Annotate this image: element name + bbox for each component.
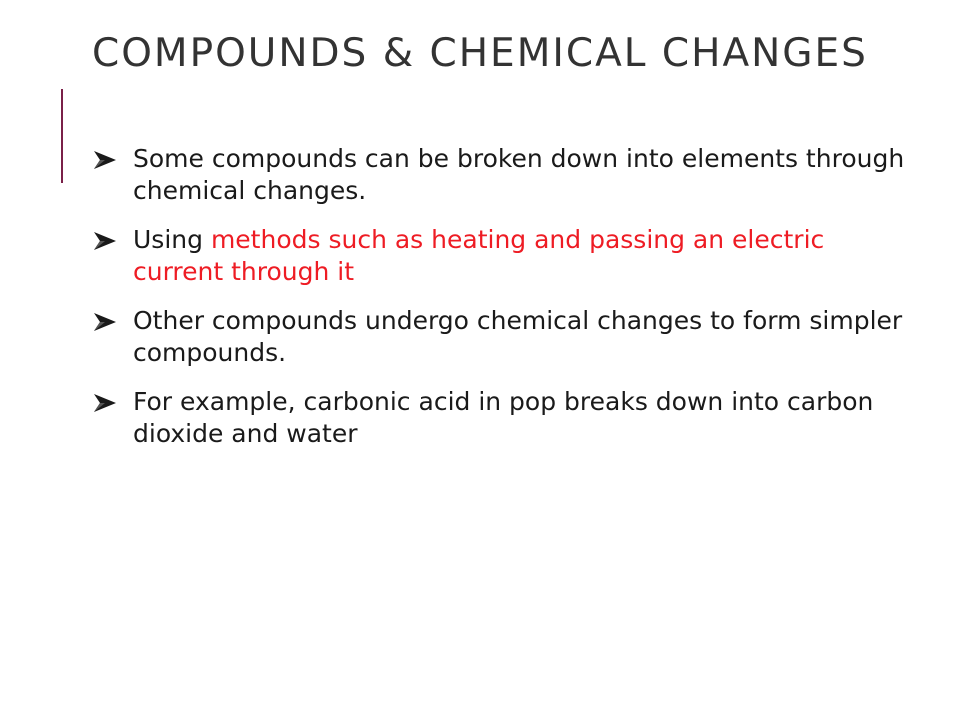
bullet-list xyxy=(92,143,912,467)
arrowhead-bullet-icon xyxy=(92,305,120,337)
arrowhead-bullet-icon xyxy=(92,143,120,175)
bullet-highlight-text: methods such as heating and passing an electric current through it xyxy=(133,225,825,286)
arrowhead-bullet-icon xyxy=(92,386,120,418)
bullet-text: Using xyxy=(133,225,211,254)
arrowhead-bullet-icon xyxy=(92,224,120,256)
title-accent-bar xyxy=(61,89,63,183)
bullet-item xyxy=(92,143,912,207)
bullet-text: For example, carbonic acid in pop breaks down into carbon dioxide and water xyxy=(133,387,874,448)
bullet-item xyxy=(92,224,912,288)
slide-title: COMPOUNDS & CHEMICAL CHANGES xyxy=(92,31,868,76)
bullet-text: Some compounds can be broken down into elements through chemical changes. xyxy=(133,144,905,205)
bullet-text: Other compounds undergo chemical changes to form simpler compounds. xyxy=(133,306,903,367)
bullet-item xyxy=(92,386,912,450)
bullet-item xyxy=(92,305,912,369)
